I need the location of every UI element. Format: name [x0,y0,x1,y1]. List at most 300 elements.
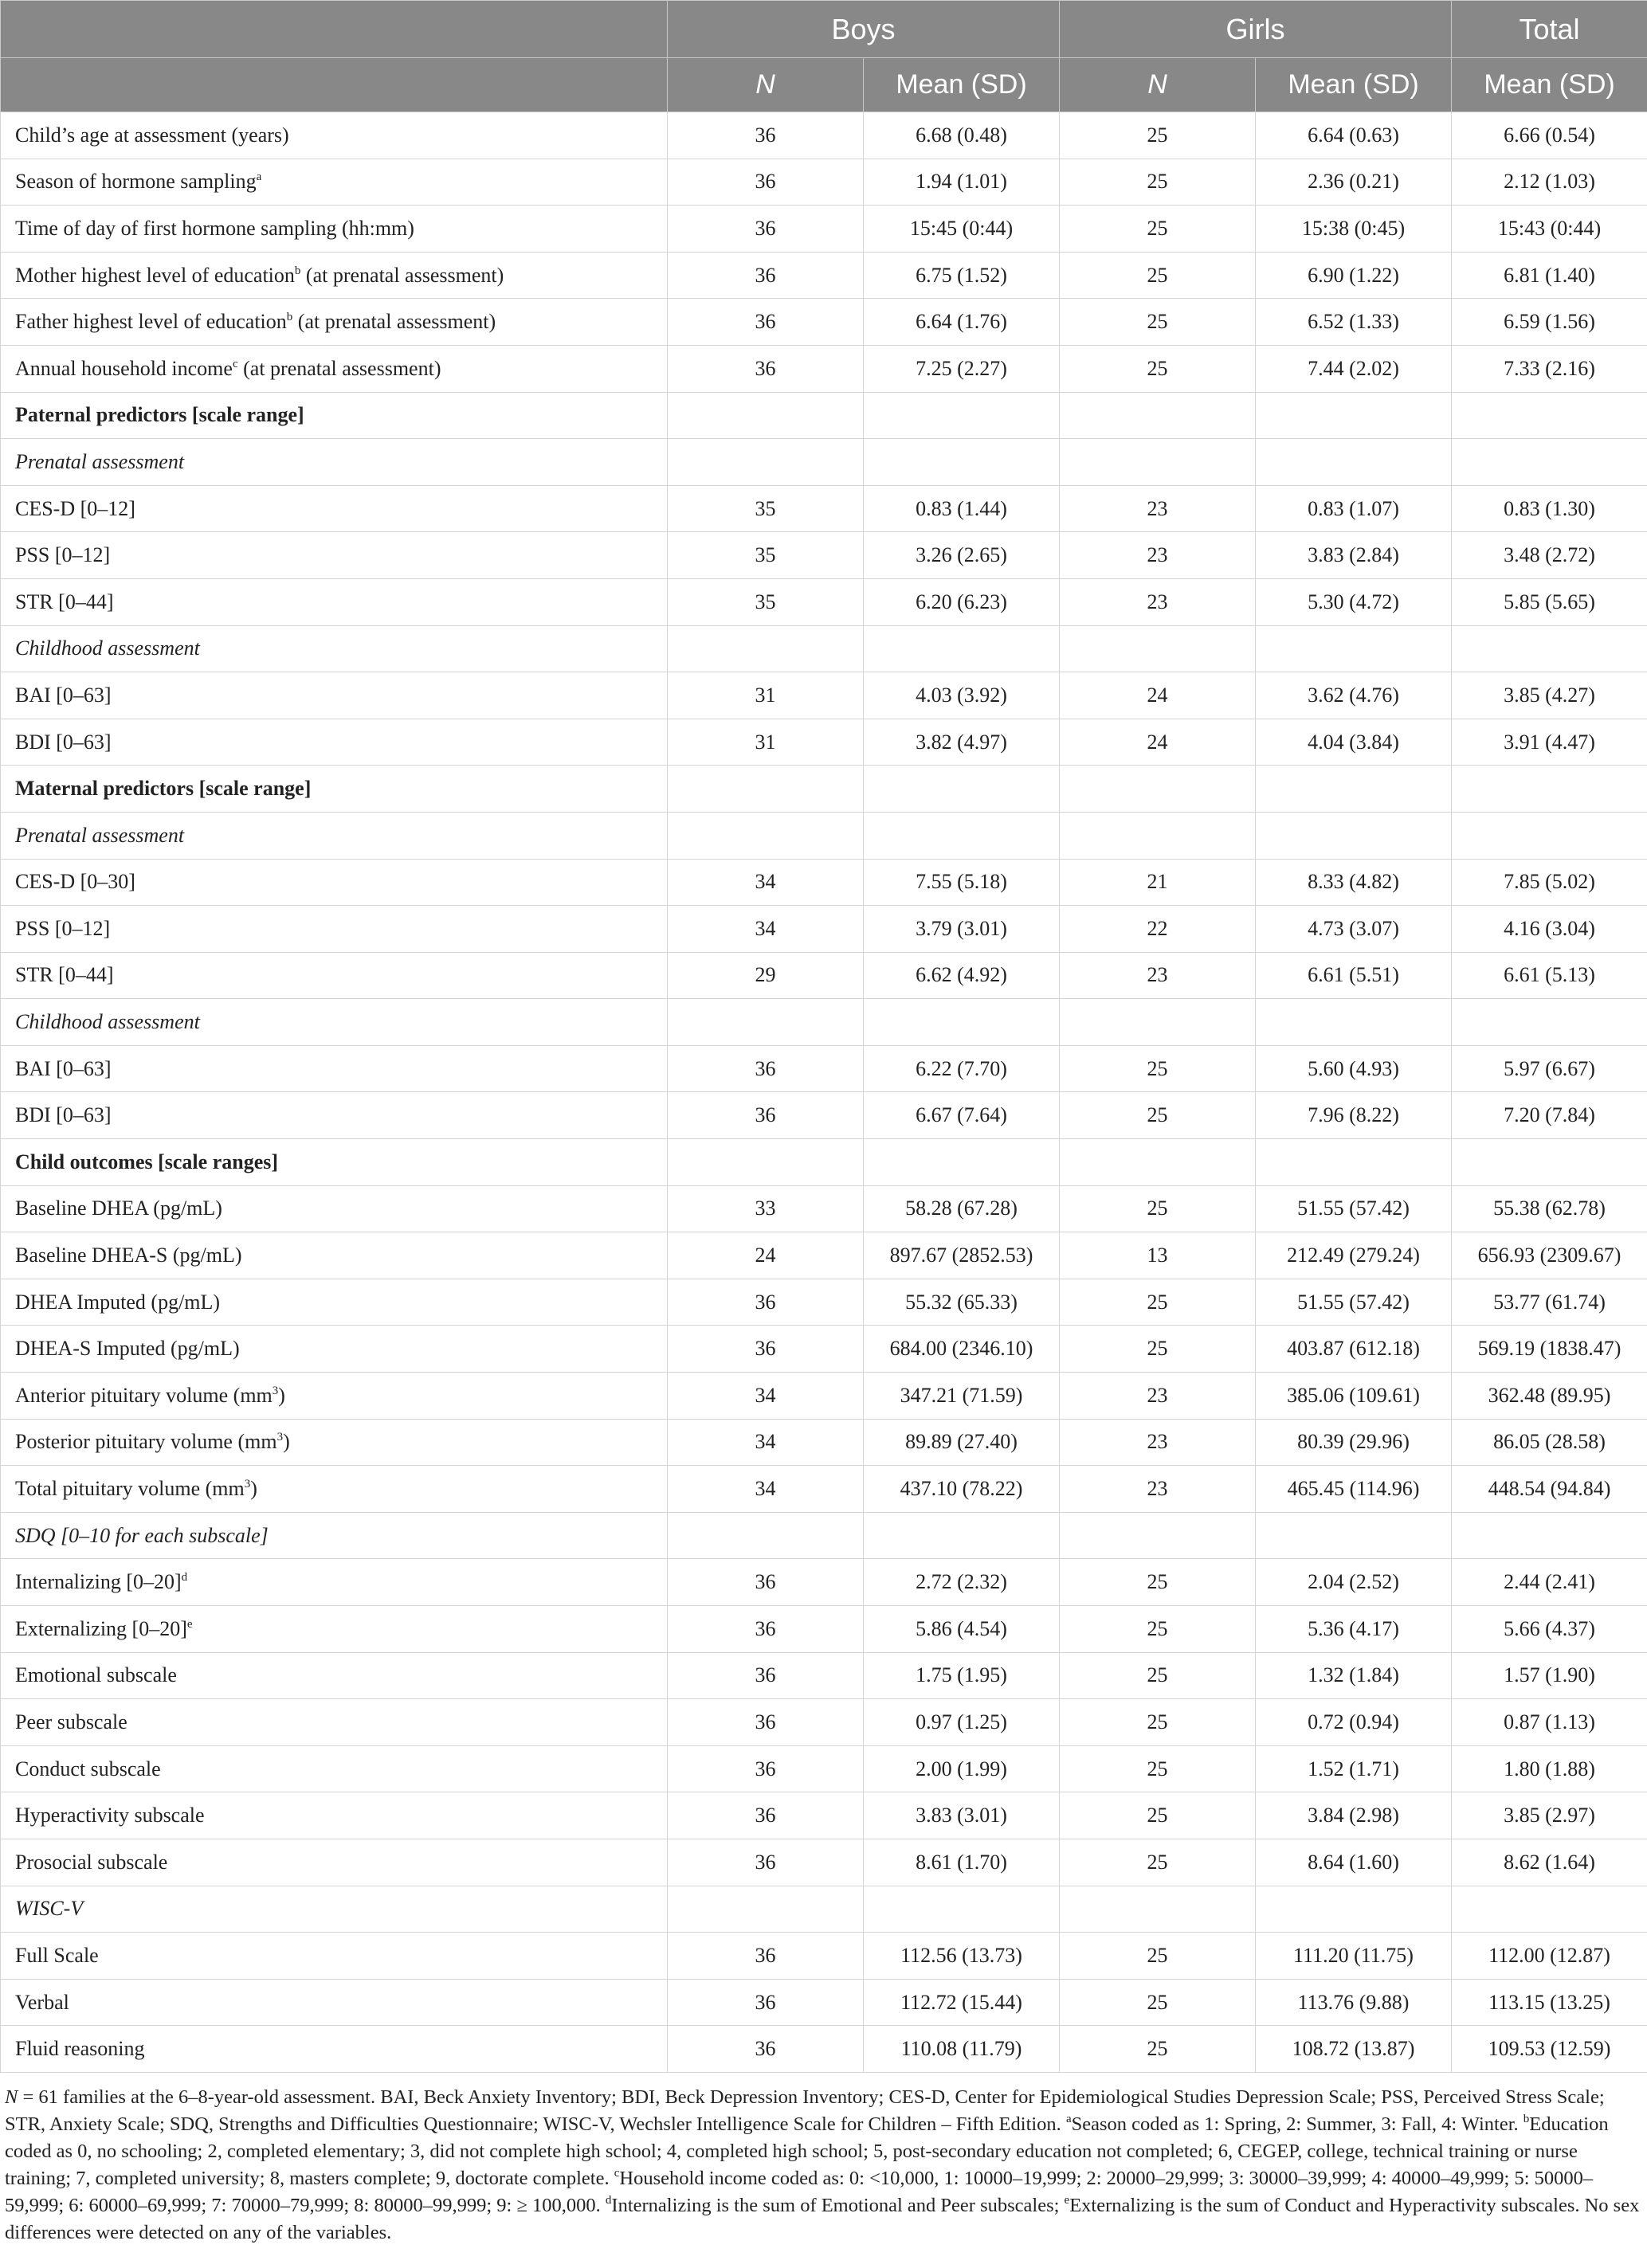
cell-girls-mean: 403.87 (612.18) [1256,1326,1452,1373]
cell-girls-n: 24 [1060,719,1256,766]
cell-boys-mean: 89.89 (27.40) [864,1419,1060,1466]
cell-boys-mean [864,1512,1060,1559]
cell-boys-mean: 897.67 (2852.53) [864,1232,1060,1279]
row-label [1,1745,668,1792]
cell-boys-mean [864,439,1060,486]
cell-total-mean: 15:43 (0:44) [1452,206,1647,253]
header-girls-n: N [1060,58,1256,112]
row-label [1,1419,668,1466]
row-label-text: Maternal predictors [scale range] [15,777,312,801]
row-label-text: DHEA Imputed (pg/mL) [15,1290,221,1314]
cell-girls-n: 23 [1060,1419,1256,1466]
cell-boys-n [668,812,864,859]
row-label-text: Mother highest level of education [15,263,295,287]
cell-total-mean: 3.91 (4.47) [1452,719,1647,766]
row-label [1,1373,668,1420]
footnote-marker: b [286,311,293,324]
cell-total-mean [1452,1886,1647,1933]
row-label-suffix: (at prenatal assessment) [300,263,504,287]
subheading-row [1,812,1647,859]
row-label [1,2026,668,2073]
row-label [1,345,668,392]
cell-boys-n: 36 [668,1606,864,1653]
cell-girls-mean: 108.72 (13.87) [1256,2026,1452,2073]
cell-total-mean: 7.85 (5.02) [1452,859,1647,906]
cell-boys-mean: 15:45 (0:44) [864,206,1060,253]
footnote-marker: b [294,264,301,277]
cell-boys-n: 24 [668,1232,864,1279]
row-label-text: Prosocial subscale [15,1850,168,1874]
row-label [1,252,668,299]
row-label-text: CES-D [0–30] [15,870,135,894]
row-label [1,1139,668,1186]
cell-total-mean: 112.00 (12.87) [1452,1933,1647,1980]
cell-total-mean: 2.12 (1.03) [1452,159,1647,206]
row-label-text: SDQ [0–10 for each subscale] [15,1523,269,1547]
row-label-text: Prenatal assessment [15,823,185,847]
table-row [1,1652,1647,1699]
table-row [1,112,1647,159]
row-label [1,719,668,766]
footnote-marker: c [614,2166,620,2180]
cell-boys-mean: 684.00 (2346.10) [864,1326,1060,1373]
cell-boys-n: 36 [668,2026,864,2073]
header-blank [1,1,668,58]
cell-boys-mean: 2.72 (2.32) [864,1559,1060,1606]
cell-total-mean: 5.97 (6.67) [1452,1045,1647,1092]
cell-girls-n: 22 [1060,906,1256,953]
cell-boys-mean: 5.86 (4.54) [864,1606,1060,1653]
subheading-row [1,439,1647,486]
cell-girls-mean: 385.06 (109.61) [1256,1373,1452,1420]
cell-girls-mean: 465.45 (114.96) [1256,1466,1452,1513]
header-boys-n: N [668,58,864,112]
cell-total-mean: 569.19 (1838.47) [1452,1326,1647,1373]
row-label [1,112,668,159]
cell-total-mean: 0.83 (1.30) [1452,485,1647,532]
row-label [1,206,668,253]
section-heading-row [1,1139,1647,1186]
row-label-text: DHEA-S Imputed (pg/mL) [15,1337,240,1361]
table-row [1,1373,1647,1420]
cell-boys-mean: 6.62 (4.92) [864,952,1060,999]
cell-boys-mean: 4.03 (3.92) [864,672,1060,719]
cell-boys-mean: 55.32 (65.33) [864,1279,1060,1326]
row-label-text: Child’s age at assessment (years) [15,123,289,147]
cell-boys-mean: 3.83 (3.01) [864,1792,1060,1839]
table-row [1,1185,1647,1232]
footnote-n-symbol: N [5,2086,18,2108]
cell-total-mean: 5.66 (4.37) [1452,1606,1647,1653]
cell-total-mean [1452,812,1647,859]
row-label [1,485,668,532]
cell-boys-n [668,392,864,439]
row-label-text: STR [0–44] [15,590,114,613]
cell-girls-n [1060,1886,1256,1933]
cell-girls-mean: 2.04 (2.52) [1256,1559,1452,1606]
cell-boys-n: 34 [668,1373,864,1420]
cell-boys-n: 36 [668,1933,864,1980]
cell-girls-mean [1256,1139,1452,1186]
cell-girls-n: 23 [1060,1373,1256,1420]
cell-boys-mean [864,625,1060,672]
cell-girls-mean: 1.52 (1.71) [1256,1745,1452,1792]
table-row [1,1045,1647,1092]
cell-boys-n: 36 [668,1326,864,1373]
cell-boys-mean: 112.72 (15.44) [864,1979,1060,2026]
cell-girls-mean: 5.30 (4.72) [1256,578,1452,625]
cell-girls-n [1060,625,1256,672]
cell-girls-mean: 6.52 (1.33) [1256,299,1452,346]
row-label [1,672,668,719]
table-header [1,1,1647,112]
row-label [1,1512,668,1559]
cell-girls-n: 25 [1060,1092,1256,1139]
row-label [1,159,668,206]
cell-girls-n: 25 [1060,1045,1256,1092]
cell-total-mean: 8.62 (1.64) [1452,1839,1647,1886]
cell-boys-n: 36 [668,1979,864,2026]
header-total-mean: Mean (SD) [1452,58,1647,112]
cell-boys-mean [864,1886,1060,1933]
cell-girls-n [1060,1139,1256,1186]
row-label-text: Child outcomes [scale ranges] [15,1150,279,1173]
cell-girls-n: 25 [1060,1185,1256,1232]
cell-girls-n: 23 [1060,485,1256,532]
footnote-note-text: Household income coded as: 0: <10,000, 1: 10000–19,999; 2: 20000–29,999; 3: 30000–39,999; 4: 40000–49,999; 5: 50000–59,999; 6: 60000–69,999; 7: 70000–79,999; 8: 80000–99,999; 9: ≥ 100,000. [5,2167,1594,2216]
cell-boys-mean: 0.83 (1.44) [864,485,1060,532]
cell-boys-n: 36 [668,159,864,206]
row-label [1,1699,668,1746]
cell-girls-mean: 0.83 (1.07) [1256,485,1452,532]
table-row [1,906,1647,953]
table-row [1,719,1647,766]
row-label [1,1839,668,1886]
header-blank-2 [1,58,668,112]
cell-total-mean: 656.93 (2309.67) [1452,1232,1647,1279]
cell-boys-mean: 2.00 (1.99) [864,1745,1060,1792]
row-label [1,1326,668,1373]
cell-girls-n: 23 [1060,952,1256,999]
footnote-marker: 3 [272,1384,279,1397]
row-label [1,1279,668,1326]
cell-boys-n: 36 [668,1092,864,1139]
cell-boys-n: 36 [668,1745,864,1792]
row-label-text: Emotional subscale [15,1663,177,1687]
cell-total-mean: 3.85 (4.27) [1452,672,1647,719]
cell-girls-mean [1256,999,1452,1046]
row-label [1,1652,668,1699]
row-label [1,1559,668,1606]
cell-boys-mean: 6.67 (7.64) [864,1092,1060,1139]
table-row [1,859,1647,906]
cell-girls-n: 25 [1060,299,1256,346]
cell-girls-n: 25 [1060,1606,1256,1653]
cell-girls-n [1060,766,1256,813]
row-label [1,952,668,999]
cell-total-mean: 5.85 (5.65) [1452,578,1647,625]
section-heading-row [1,392,1647,439]
cell-boys-n [668,1512,864,1559]
cell-total-mean: 55.38 (62.78) [1452,1185,1647,1232]
row-label [1,1092,668,1139]
row-label [1,1185,668,1232]
table-row [1,1559,1647,1606]
cell-girls-mean: 51.55 (57.42) [1256,1185,1452,1232]
cell-girls-mean: 8.64 (1.60) [1256,1839,1452,1886]
cell-boys-n: 31 [668,719,864,766]
cell-boys-n: 36 [668,1792,864,1839]
cell-girls-n: 25 [1060,1699,1256,1746]
cell-girls-mean: 111.20 (11.75) [1256,1933,1452,1980]
cell-boys-n: 36 [668,1279,864,1326]
cell-girls-n [1060,1512,1256,1559]
cell-girls-mean [1256,766,1452,813]
cell-total-mean: 7.20 (7.84) [1452,1092,1647,1139]
cell-girls-n: 25 [1060,112,1256,159]
row-label [1,625,668,672]
cell-total-mean: 53.77 (61.74) [1452,1279,1647,1326]
row-label-text: Childhood assessment [15,637,200,660]
header-girls-mean: Mean (SD) [1256,58,1452,112]
cell-girls-n: 25 [1060,252,1256,299]
row-label-text: Total pituitary volume (mm [15,1477,245,1501]
footnote-marker: d [605,2193,612,2207]
table-row [1,252,1647,299]
row-label-text: Verbal [15,1990,69,2014]
row-label-text: CES-D [0–12] [15,496,135,520]
row-label [1,1979,668,2026]
cell-boys-n [668,439,864,486]
table-body [1,112,1647,2073]
table-row [1,1466,1647,1513]
cell-boys-mean: 7.55 (5.18) [864,859,1060,906]
footnote-marker: e [186,1617,193,1631]
header-boys-mean: Mean (SD) [864,58,1060,112]
row-label-text: PSS [0–12] [15,916,111,940]
cell-boys-mean: 437.10 (78.22) [864,1466,1060,1513]
cell-boys-n: 34 [668,1466,864,1513]
cell-boys-n: 33 [668,1185,864,1232]
cell-girls-n: 24 [1060,672,1256,719]
table-row [1,1606,1647,1653]
cell-girls-n: 23 [1060,532,1256,579]
table-row [1,159,1647,206]
cell-girls-mean: 6.61 (5.51) [1256,952,1452,999]
cell-girls-mean: 15:38 (0:45) [1256,206,1452,253]
table-row [1,1092,1647,1139]
table-row [1,1699,1647,1746]
row-label-text: Fluid reasoning [15,2037,145,2061]
cell-girls-mean: 4.04 (3.84) [1256,719,1452,766]
cell-total-mean [1452,392,1647,439]
cell-boys-n: 36 [668,299,864,346]
cell-boys-mean: 112.56 (13.73) [864,1933,1060,1980]
cell-girls-mean: 7.96 (8.22) [1256,1092,1452,1139]
cell-girls-n [1060,439,1256,486]
cell-total-mean: 2.44 (2.41) [1452,1559,1647,1606]
cell-boys-mean [864,1139,1060,1186]
row-label [1,1606,668,1653]
row-label-text: Father highest level of education [15,310,287,334]
table-row [1,345,1647,392]
cell-boys-n: 36 [668,1652,864,1699]
row-label-text: Posterior pituitary volume (mm [15,1430,277,1454]
cell-girls-n [1060,999,1256,1046]
footnote-marker: 3 [276,1431,284,1444]
cell-boys-mean [864,812,1060,859]
table-row [1,952,1647,999]
cell-girls-mean: 0.72 (0.94) [1256,1699,1452,1746]
cell-girls-mean: 6.90 (1.22) [1256,252,1452,299]
table-row [1,1419,1647,1466]
row-label-suffix: ) [283,1430,290,1454]
subheading-row [1,1512,1647,1559]
cell-boys-n: 36 [668,1559,864,1606]
row-label-text: Internalizing [0–20] [15,1570,182,1594]
cell-total-mean: 6.59 (1.56) [1452,299,1647,346]
row-label [1,1886,668,1933]
row-label [1,439,668,486]
cell-girls-n: 25 [1060,206,1256,253]
row-label-text: Anterior pituitary volume (mm [15,1383,273,1407]
row-label [1,1045,668,1092]
table-row [1,299,1647,346]
row-label-suffix: (at prenatal assessment) [237,356,441,380]
cell-girls-n: 21 [1060,859,1256,906]
cell-boys-mean: 1.94 (1.01) [864,159,1060,206]
cell-boys-mean: 8.61 (1.70) [864,1839,1060,1886]
table-row [1,1232,1647,1279]
row-label-text: Full Scale [15,1943,99,1967]
cell-boys-n: 34 [668,859,864,906]
row-label [1,766,668,813]
row-label-text: Baseline DHEA-S (pg/mL) [15,1244,242,1267]
row-label-text: BDI [0–63] [15,1103,112,1127]
cell-girls-mean: 51.55 (57.42) [1256,1279,1452,1326]
cell-boys-n: 35 [668,485,864,532]
cell-girls-n: 25 [1060,1279,1256,1326]
cell-girls-mean: 5.36 (4.17) [1256,1606,1452,1653]
table-row [1,1326,1647,1373]
row-label-text: BDI [0–63] [15,730,112,754]
row-label [1,812,668,859]
cell-girls-n: 13 [1060,1232,1256,1279]
table-row [1,206,1647,253]
row-label-text: Externalizing [0–20] [15,1616,187,1640]
cell-girls-n [1060,392,1256,439]
row-label [1,1792,668,1839]
row-label [1,999,668,1046]
footnote-marker: c [232,357,238,370]
cell-boys-n: 36 [668,345,864,392]
header-girls: Girls [1060,1,1452,58]
cell-girls-mean: 6.64 (0.63) [1256,112,1452,159]
cell-girls-mean: 8.33 (4.82) [1256,859,1452,906]
cell-girls-n: 23 [1060,1466,1256,1513]
row-label-text: Annual household income [15,356,233,380]
cell-total-mean [1452,999,1647,1046]
cell-boys-n [668,1886,864,1933]
cell-boys-mean [864,392,1060,439]
row-label-suffix: ) [250,1477,257,1501]
cell-total-mean: 448.54 (94.84) [1452,1466,1647,1513]
cell-boys-n [668,1139,864,1186]
table-row [1,1745,1647,1792]
cell-girls-mean: 3.62 (4.76) [1256,672,1452,719]
cell-total-mean: 109.53 (12.59) [1452,2026,1647,2073]
cell-boys-n: 36 [668,112,864,159]
row-label-text: PSS [0–12] [15,543,111,567]
cell-girls-n: 25 [1060,1652,1256,1699]
cell-boys-mean: 347.21 (71.59) [864,1373,1060,1420]
cell-girls-n: 25 [1060,1979,1256,2026]
cell-girls-n: 25 [1060,159,1256,206]
cell-boys-n: 36 [668,252,864,299]
cell-girls-mean: 1.32 (1.84) [1256,1652,1452,1699]
header-total: Total [1452,1,1647,58]
row-label [1,578,668,625]
table-footnote [0,2073,1647,2246]
row-label-text: BAI [0–63] [15,1056,112,1080]
cell-girls-n: 25 [1060,345,1256,392]
table-row [1,1279,1647,1326]
cell-boys-n: 34 [668,1419,864,1466]
cell-boys-n [668,625,864,672]
row-label [1,1466,668,1513]
cell-total-mean: 6.66 (0.54) [1452,112,1647,159]
cell-girls-n: 25 [1060,1559,1256,1606]
cell-total-mean [1452,766,1647,813]
subheading-row [1,625,1647,672]
cell-boys-mean: 6.22 (7.70) [864,1045,1060,1092]
row-label [1,1933,668,1980]
footnote-note-text: Externalizing is the sum of Conduct and Hyperactivity subscales. No sex differences were detected on any of the variables. [5,2194,1640,2243]
cell-boys-mean: 58.28 (67.28) [864,1185,1060,1232]
cell-boys-mean: 110.08 (11.79) [864,2026,1060,2073]
cell-girls-mean: 4.73 (3.07) [1256,906,1452,953]
cell-total-mean: 7.33 (2.16) [1452,345,1647,392]
cell-girls-mean [1256,439,1452,486]
cell-girls-n [1060,812,1256,859]
cell-girls-mean [1256,1886,1452,1933]
cell-boys-mean: 3.26 (2.65) [864,532,1060,579]
cell-total-mean: 6.61 (5.13) [1452,952,1647,999]
row-label-text: Time of day of first hormone sampling (hh:mm) [15,216,414,240]
cell-boys-n: 29 [668,952,864,999]
cell-total-mean [1452,439,1647,486]
footnote-marker: a [256,170,262,184]
cell-total-mean: 113.15 (13.25) [1452,1979,1647,2026]
cell-total-mean: 1.80 (1.88) [1452,1745,1647,1792]
section-heading-row [1,766,1647,813]
cell-girls-n: 25 [1060,1839,1256,1886]
row-label-text: Baseline DHEA (pg/mL) [15,1197,222,1220]
table-row [1,2026,1647,2073]
cell-boys-n: 34 [668,906,864,953]
cell-girls-n: 25 [1060,1933,1256,1980]
row-label [1,906,668,953]
footnote-marker: d [181,1571,188,1584]
cell-boys-mean: 6.68 (0.48) [864,112,1060,159]
row-label-text: Prenatal assessment [15,449,185,473]
cell-total-mean: 6.81 (1.40) [1452,252,1647,299]
header-boys: Boys [668,1,1060,58]
footnote-marker: 3 [244,1478,251,1491]
cell-boys-n: 35 [668,532,864,579]
cell-girls-mean: 3.83 (2.84) [1256,532,1452,579]
row-label [1,1232,668,1279]
